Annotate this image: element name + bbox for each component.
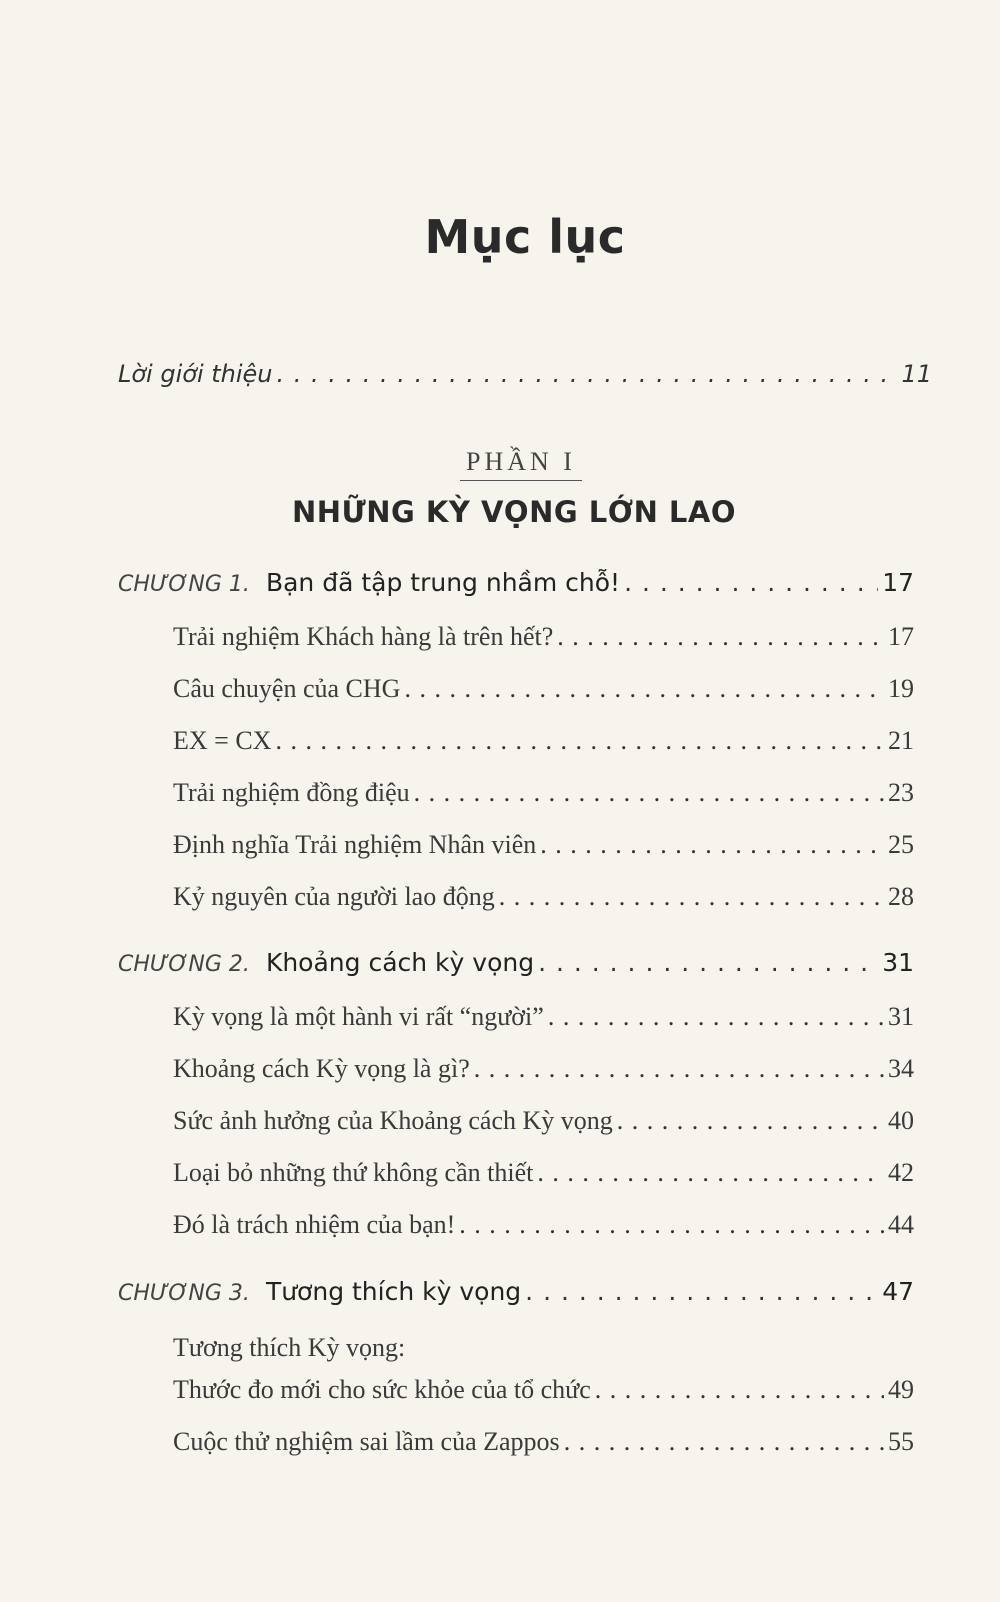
section-title: Cuộc thử nghiệm sai lầm của Zappos [173, 1427, 560, 1456]
section-title: Trải nghiệm đồng điệu [173, 778, 410, 807]
section-page-number: 55 [888, 1427, 914, 1456]
section-entry[interactable] [173, 726, 914, 778]
section-entry[interactable] [173, 1158, 914, 1210]
section-title: Kỳ vọng là một hành vi rất “người” [173, 1002, 544, 1031]
section-title: Định nghĩa Trải nghiệm Nhân viên [173, 830, 537, 859]
chapter-3 [118, 1277, 914, 1479]
dot-leader [275, 726, 884, 756]
chapter-title: Khoảng cách kỳ vọng [265, 948, 535, 977]
chapter-number: CHƯƠNG 1. [118, 572, 250, 597]
part-label: PHẦN I [0, 447, 1000, 477]
chapter-1 [118, 568, 914, 934]
section-title: Loại bỏ những thứ không cần thiết [173, 1158, 534, 1187]
section-page-number: 28 [888, 882, 914, 911]
dot-leader [499, 882, 884, 912]
section-entry[interactable] [173, 882, 914, 934]
section-entry[interactable] [173, 778, 914, 830]
section-entry[interactable] [173, 1054, 914, 1106]
dot-leader [548, 1002, 884, 1032]
section-entry[interactable] [173, 622, 914, 674]
chapter-2 [118, 948, 914, 1262]
section-title: Khoảng cách Kỳ vọng là gì? [173, 1054, 470, 1083]
section-page-number: 44 [888, 1210, 914, 1239]
section-page-number: 23 [888, 778, 914, 807]
section-entry[interactable] [173, 1375, 914, 1427]
dot-leader [557, 622, 884, 652]
section-entry[interactable] [173, 1106, 914, 1158]
section-page-number: 42 [888, 1158, 914, 1187]
section-page-number: 40 [888, 1106, 914, 1135]
section-title: Câu chuyện của CHG [173, 674, 401, 703]
section-title: Kỷ nguyên của người lao động [173, 882, 495, 911]
chapter-title: Bạn đã tập trung nhầm chỗ! [265, 568, 621, 597]
chapter-page-number: 17 [882, 568, 914, 597]
section-entry[interactable] [173, 1210, 914, 1262]
chapter-page-number: 31 [882, 948, 914, 977]
chapter-title: Tương thích kỳ vọng [265, 1277, 522, 1306]
dot-leader [564, 1427, 884, 1457]
toc-entry-label: Lời giới thiệu [118, 360, 273, 388]
dot-leader [414, 778, 884, 808]
dot-leader [537, 1158, 884, 1188]
section-intro-line: Tương thích Kỳ vọng: [173, 1333, 406, 1362]
chapter-heading[interactable] [118, 1277, 914, 1317]
section-entry[interactable] [173, 830, 914, 882]
section-entry[interactable] [173, 674, 914, 726]
dot-leader [525, 1277, 878, 1306]
dot-leader [404, 674, 884, 704]
section-title: Sức ảnh hưởng của Khoảng cách Kỳ vọng [173, 1106, 613, 1135]
chapter-number: CHƯƠNG 2. [118, 952, 250, 977]
chapter-heading[interactable] [118, 568, 914, 608]
dot-leader [474, 1054, 884, 1084]
dot-leader [459, 1210, 884, 1240]
dot-leader [595, 1375, 884, 1405]
toc-entry-intro[interactable] [118, 360, 932, 388]
section-page-number: 17 [888, 622, 914, 651]
section-title: Đó là trách nhiệm của bạn! [173, 1210, 456, 1239]
section-page-number: 49 [888, 1375, 914, 1404]
section-page-number: 25 [888, 830, 914, 859]
toc-page-number: 11 [901, 360, 932, 388]
dot-leader [540, 830, 884, 860]
page-title: Mục lục [424, 210, 626, 264]
section-page-number: 21 [888, 726, 914, 755]
dot-leader [617, 1106, 884, 1136]
section-page-number: 34 [888, 1054, 914, 1083]
section-title: Thước đo mới cho sức khỏe của tổ chức [173, 1375, 591, 1404]
chapter-heading[interactable] [118, 948, 914, 988]
dot-leader [277, 360, 898, 388]
section-entry[interactable] [173, 1427, 914, 1479]
dot-leader [624, 568, 878, 597]
section-title: EX = CX [173, 726, 272, 755]
section-entry[interactable] [173, 1002, 914, 1054]
section-page-number: 31 [888, 1002, 914, 1031]
dot-leader [538, 948, 878, 977]
section-page-number: 19 [888, 674, 914, 703]
part-title: NHỮNG KỲ VỌNG LỚN LAO [291, 495, 737, 529]
section-title: Trải nghiệm Khách hàng là trên hết? [173, 622, 554, 651]
chapter-page-number: 47 [882, 1277, 914, 1306]
chapter-number: CHƯƠNG 3. [118, 1281, 250, 1306]
